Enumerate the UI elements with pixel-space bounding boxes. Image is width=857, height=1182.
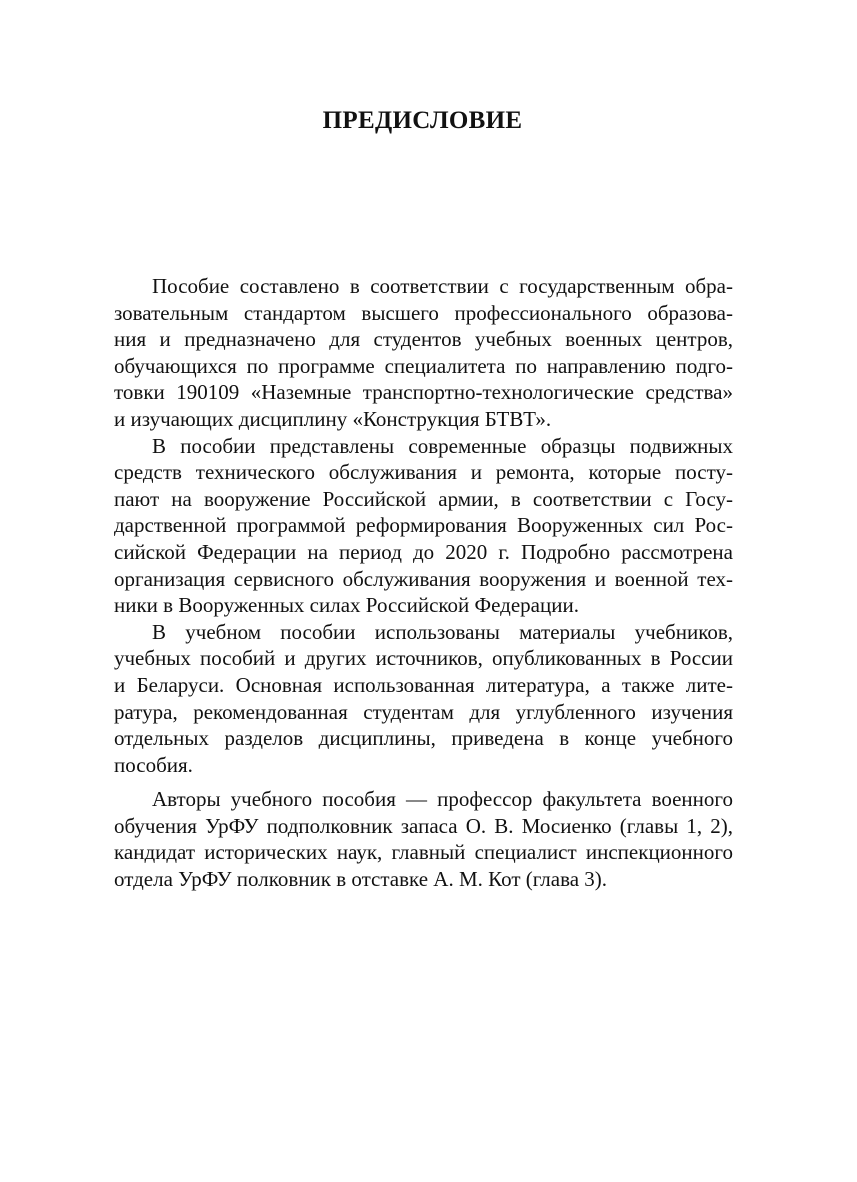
text-line: и Беларуси. Основная использованная литература, а также лите- — [114, 672, 733, 697]
body-text — [114, 273, 733, 893]
paragraph-content — [114, 433, 733, 619]
paragraph-sources — [114, 619, 733, 779]
text-line: ники в Вооруженных силах Российской Федерации. — [114, 593, 579, 618]
page-title: ПРЕДИСЛОВИЕ — [322, 107, 523, 134]
text-line: товки 190109 «Наземные транспортно-технологические средства» — [114, 380, 733, 405]
paragraph-authors — [114, 786, 733, 892]
text-line: В учебном пособии использованы материалы учебников, — [152, 619, 733, 644]
paragraph-spacer — [114, 778, 733, 786]
text-line: пают на вооружение Российской армии, в соответствии с Госу- — [114, 486, 733, 511]
text-line: Пособие составлено в соответствии с государственным обра- — [152, 274, 733, 298]
text-line: ния и предназначено для студентов учебных военных центров, — [114, 327, 733, 352]
text-line: ратура, рекомендованная студентам для углубленного изучения — [114, 699, 733, 724]
paragraph-purpose — [114, 273, 733, 433]
text-line: учебных пособий и других источников, опубликованных в России — [114, 646, 733, 671]
text-line: кандидат исторических наук, главный специалист инспекционного — [114, 840, 733, 865]
text-line: Авторы учебного пособия — профессор факультета военного — [152, 787, 733, 812]
text-line: зовательным стандартом высшего профессионального образова- — [114, 300, 733, 325]
text-line: организация сервисного обслуживания вооружения и военной тех- — [114, 566, 733, 591]
text-line: обучения УрФУ подполковник запаса О. В. Мосиенко (главы 1, 2), — [114, 813, 733, 838]
text-line: В пособии представлены современные образцы подвижных — [152, 433, 733, 458]
text-line: средств технического обслуживания и ремонта, которые посту- — [114, 460, 733, 485]
text-line: отдельных разделов дисциплины, приведена в конце учебного — [114, 726, 733, 751]
text-line: сийской Федерации на период до 2020 г. Подробно рассмотрена — [114, 539, 733, 564]
text-line: и изучающих дисциплину «Конструкция БТВТ». — [114, 406, 552, 431]
text-line: отдела УрФУ полковник в отставке А. М. Кот (глава 3). — [114, 867, 608, 892]
text-line: дарственной программой реформирования Вооруженных сил Рос- — [114, 513, 733, 538]
text-line: обучающихся по программе специалитета по направлению подго- — [114, 353, 733, 378]
text-line: пособия. — [114, 752, 193, 777]
